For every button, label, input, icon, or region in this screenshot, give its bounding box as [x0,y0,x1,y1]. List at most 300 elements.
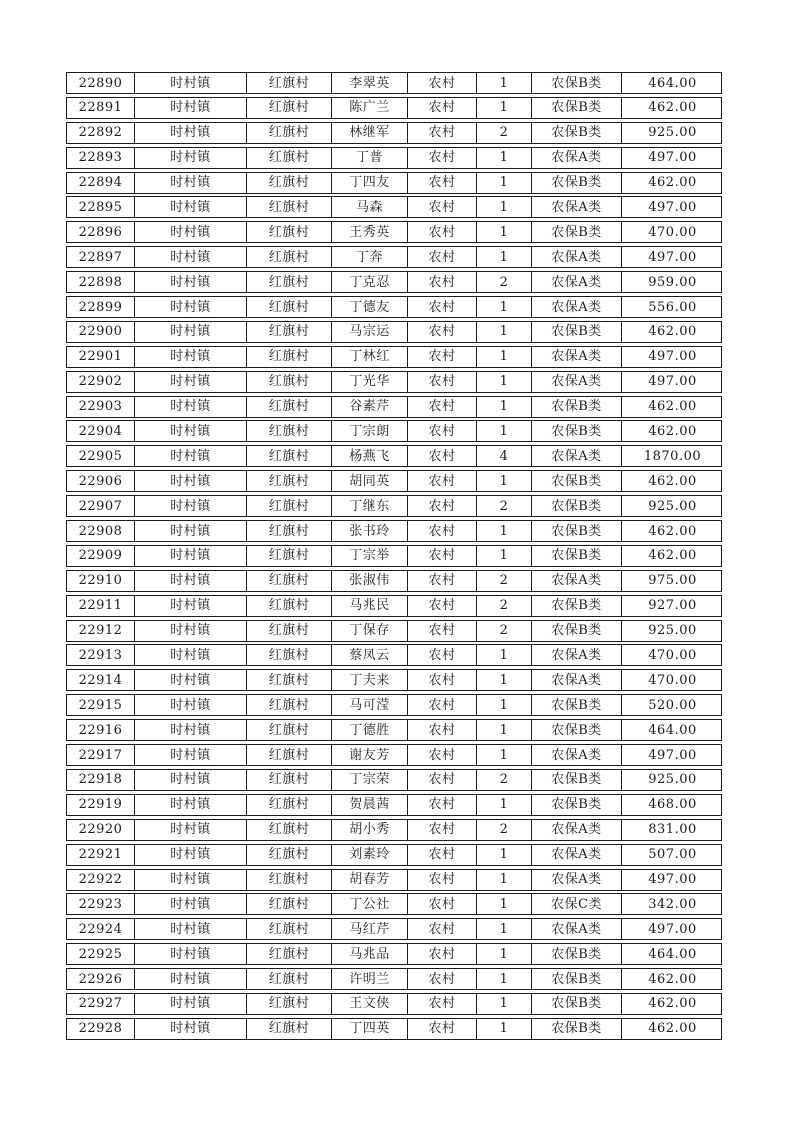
cell-town: 时村镇 [134,820,246,840]
table-row [66,1018,722,1040]
cell-residence-type: 农村 [407,222,476,242]
cell-village: 红旗村 [246,720,331,740]
table-row [66,495,722,517]
cell-person-name: 谢友芳 [331,745,407,765]
cell-record-id: 22890 [78,75,123,91]
cell-person-name: 丁公社 [331,894,407,914]
table-row [66,420,722,442]
cell-record-id: 22904 [78,423,123,439]
cell-town: 时村镇 [134,795,246,815]
table-row [66,943,722,965]
cell-record-id: 22892 [78,125,123,141]
cell-residence-type: 农村 [407,521,476,541]
cell-residence-type: 农村 [407,596,476,616]
cell-record-id: 22901 [78,349,123,365]
cell-person-count: 2 [476,123,531,143]
cell-town: 时村镇 [134,98,246,118]
cell-residence-type: 农村 [407,720,476,740]
cell-residence-type: 农村 [407,372,476,392]
cell-person-name: 丁保存 [331,621,407,641]
cell-town: 时村镇 [134,173,246,193]
cell-insurance-category: 农保A类 [531,820,621,840]
cell-residence-type: 农村 [407,148,476,168]
cell-town: 时村镇 [134,446,246,466]
cell-amount: 520.00 [621,695,723,715]
table-row [66,321,722,343]
cell-town: 时村镇 [134,720,246,740]
cell-residence-type: 农村 [407,894,476,914]
cell-person-count: 1 [476,969,531,989]
cell-village: 红旗村 [246,372,331,392]
cell-residence-type: 农村 [407,820,476,840]
cell-person-count: 1 [476,372,531,392]
cell-amount: 462.00 [621,471,723,491]
cell-insurance-category: 农保A类 [531,571,621,591]
cell-person-count: 1 [476,421,531,441]
cell-record-id: 22913 [78,647,123,663]
cell-record-id: 22895 [78,199,123,215]
cell-town: 时村镇 [134,919,246,939]
cell-residence-type: 农村 [407,571,476,591]
cell-insurance-category: 农保B类 [531,770,621,790]
cell-town: 时村镇 [134,272,246,292]
cell-person-name: 丁宗举 [331,546,407,566]
cell-amount: 927.00 [621,596,723,616]
cell-insurance-category: 农保B类 [531,173,621,193]
cell-insurance-category: 农保B类 [531,421,621,441]
cell-town: 时村镇 [134,546,246,566]
cell-person-count: 1 [476,720,531,740]
cell-residence-type: 农村 [407,446,476,466]
cell-village: 红旗村 [246,297,331,317]
cell-amount: 497.00 [621,197,723,217]
cell-person-name: 胡春芳 [331,870,407,890]
cell-residence-type: 农村 [407,770,476,790]
cell-town: 时村镇 [134,73,246,93]
cell-town: 时村镇 [134,397,246,417]
cell-person-name: 马森 [331,197,407,217]
cell-record-id: 22905 [78,448,123,464]
cell-insurance-category: 农保A类 [531,870,621,890]
cell-residence-type: 农村 [407,322,476,342]
cell-village: 红旗村 [246,421,331,441]
cell-person-count: 2 [476,770,531,790]
cell-person-name: 许明兰 [331,969,407,989]
cell-person-count: 1 [476,197,531,217]
cell-amount: 497.00 [621,347,723,367]
cell-amount: 925.00 [621,770,723,790]
cell-residence-type: 农村 [407,347,476,367]
cell-person-count: 1 [476,1019,531,1039]
cell-amount: 464.00 [621,944,723,964]
table-row [66,694,722,716]
cell-amount: 975.00 [621,571,723,591]
cell-village: 红旗村 [246,770,331,790]
cell-person-name: 丁四英 [331,1019,407,1039]
cell-person-count: 1 [476,745,531,765]
cell-insurance-category: 农保B类 [531,73,621,93]
cell-person-name: 王文侠 [331,994,407,1014]
cell-person-name: 马可滢 [331,695,407,715]
cell-person-name: 丁德友 [331,297,407,317]
cell-village: 红旗村 [246,272,331,292]
cell-amount: 925.00 [621,123,723,143]
cell-insurance-category: 农保A类 [531,148,621,168]
cell-person-count: 1 [476,894,531,914]
cell-residence-type: 农村 [407,1019,476,1039]
table-row [66,794,722,816]
cell-record-id: 22924 [78,921,123,937]
table-row [66,918,722,940]
table-row [66,122,722,144]
table-row [66,769,722,791]
cell-residence-type: 农村 [407,621,476,641]
cell-village: 红旗村 [246,397,331,417]
table-row [66,296,722,318]
cell-insurance-category: 农保B类 [531,1019,621,1039]
cell-amount: 497.00 [621,919,723,939]
cell-town: 时村镇 [134,645,246,665]
cell-person-count: 1 [476,297,531,317]
cell-village: 红旗村 [246,347,331,367]
cell-insurance-category: 农保A类 [531,670,621,690]
cell-village: 红旗村 [246,123,331,143]
cell-person-name: 丁宗荣 [331,770,407,790]
cell-residence-type: 农村 [407,670,476,690]
cell-residence-type: 农村 [407,919,476,939]
cell-village: 红旗村 [246,969,331,989]
cell-person-count: 1 [476,695,531,715]
cell-person-name: 丁奔 [331,247,407,267]
cell-village: 红旗村 [246,73,331,93]
cell-record-id: 22922 [78,872,123,887]
cell-record-id: 22921 [78,847,123,863]
cell-village: 红旗村 [246,222,331,242]
table-row [66,669,722,691]
cell-person-name: 张书玲 [331,521,407,541]
cell-village: 红旗村 [246,247,331,267]
cell-person-count: 1 [476,222,531,242]
cell-record-id: 22894 [78,175,123,191]
cell-residence-type: 农村 [407,969,476,989]
cell-record-id: 22897 [78,249,123,265]
cell-town: 时村镇 [134,745,246,765]
cell-insurance-category: 农保A类 [531,645,621,665]
cell-town: 时村镇 [134,222,246,242]
cell-town: 时村镇 [134,347,246,367]
cell-residence-type: 农村 [407,870,476,890]
cell-person-count: 1 [476,322,531,342]
cell-village: 红旗村 [246,173,331,193]
cell-amount: 462.00 [621,969,723,989]
cell-insurance-category: 农保B类 [531,322,621,342]
cell-village: 红旗村 [246,322,331,342]
cell-residence-type: 农村 [407,397,476,417]
cell-person-name: 林继军 [331,123,407,143]
cell-person-count: 1 [476,795,531,815]
cell-town: 时村镇 [134,571,246,591]
cell-amount: 462.00 [621,421,723,441]
cell-record-id: 22891 [78,100,123,116]
cell-person-name: 胡同英 [331,471,407,491]
cell-town: 时村镇 [134,969,246,989]
cell-residence-type: 农村 [407,247,476,267]
cell-town: 时村镇 [134,197,246,217]
cell-residence-type: 农村 [407,123,476,143]
cell-person-count: 2 [476,621,531,641]
cell-person-name: 张淑伟 [331,571,407,591]
cell-record-id: 22896 [78,224,123,240]
cell-amount: 462.00 [621,1019,723,1039]
cell-record-id: 22910 [78,573,123,589]
cell-person-name: 谷素芹 [331,397,407,417]
cell-amount: 462.00 [621,397,723,417]
cell-town: 时村镇 [134,596,246,616]
table-row [66,196,722,218]
cell-record-id: 22920 [78,822,123,838]
cell-amount: 464.00 [621,720,723,740]
cell-amount: 462.00 [621,173,723,193]
cell-person-name: 丁光华 [331,372,407,392]
cell-person-count: 1 [476,347,531,367]
cell-town: 时村镇 [134,845,246,865]
cell-insurance-category: 农保B类 [531,596,621,616]
table-row [66,644,722,666]
cell-residence-type: 农村 [407,695,476,715]
cell-person-name: 陈广兰 [331,98,407,118]
cell-person-count: 2 [476,571,531,591]
cell-residence-type: 农村 [407,745,476,765]
cell-record-id: 22915 [78,697,123,713]
cell-person-name: 丁普 [331,148,407,168]
cell-amount: 497.00 [621,148,723,168]
cell-record-id: 22907 [78,498,123,514]
cell-insurance-category: 农保B类 [531,695,621,715]
cell-amount: 462.00 [621,98,723,118]
cell-village: 红旗村 [246,621,331,641]
cell-record-id: 22926 [78,971,123,987]
table-row [66,620,722,642]
cell-village: 红旗村 [246,446,331,466]
cell-village: 红旗村 [246,546,331,566]
cell-person-name: 丁克忍 [331,272,407,292]
cell-person-name: 刘素玲 [331,845,407,865]
cell-person-name: 丁四友 [331,173,407,193]
cell-person-count: 1 [476,546,531,566]
cell-person-count: 2 [476,596,531,616]
cell-person-count: 1 [476,521,531,541]
cell-record-id: 22923 [78,896,123,912]
table-row [66,371,722,393]
cell-amount: 470.00 [621,222,723,242]
cell-residence-type: 农村 [407,73,476,93]
cell-record-id: 22925 [78,946,123,962]
cell-residence-type: 农村 [407,845,476,865]
table-row [66,520,722,542]
cell-insurance-category: 农保B类 [531,397,621,417]
cell-amount: 556.00 [621,297,723,317]
cell-insurance-category: 农保B类 [531,720,621,740]
cell-insurance-category: 农保B类 [531,944,621,964]
table-row [66,72,722,94]
cell-person-count: 1 [476,397,531,417]
cell-town: 时村镇 [134,471,246,491]
cell-insurance-category: 农保A类 [531,272,621,292]
cell-person-count: 1 [476,247,531,267]
cell-insurance-category: 农保B类 [531,994,621,1014]
cell-town: 时村镇 [134,621,246,641]
cell-person-count: 1 [476,148,531,168]
cell-person-name: 丁林红 [331,347,407,367]
cell-village: 红旗村 [246,870,331,890]
cell-amount: 925.00 [621,621,723,641]
cell-residence-type: 农村 [407,197,476,217]
cell-insurance-category: 农保B类 [531,795,621,815]
cell-insurance-category: 农保A类 [531,247,621,267]
cell-village: 红旗村 [246,894,331,914]
cell-person-count: 2 [476,272,531,292]
cell-insurance-category: 农保A类 [531,745,621,765]
table-row [66,844,722,866]
cell-village: 红旗村 [246,98,331,118]
table-row [66,595,722,617]
cell-amount: 470.00 [621,670,723,690]
cell-record-id: 22898 [78,274,123,290]
cell-village: 红旗村 [246,820,331,840]
cell-town: 时村镇 [134,894,246,914]
cell-village: 红旗村 [246,994,331,1014]
cell-town: 时村镇 [134,521,246,541]
cell-insurance-category: 农保B类 [531,621,621,641]
cell-town: 时村镇 [134,148,246,168]
cell-person-name: 马红芹 [331,919,407,939]
cell-insurance-category: 农保B类 [531,98,621,118]
cell-residence-type: 农村 [407,795,476,815]
cell-insurance-category: 农保A类 [531,845,621,865]
cell-record-id: 22917 [78,747,123,763]
cell-record-id: 22909 [78,548,123,564]
cell-person-name: 丁夫来 [331,670,407,690]
cell-person-count: 4 [476,446,531,466]
table-row [66,869,722,891]
table-row [66,719,722,741]
cell-amount: 462.00 [621,546,723,566]
cell-person-name: 马兆民 [331,596,407,616]
cell-village: 红旗村 [246,645,331,665]
cell-person-count: 1 [476,994,531,1014]
cell-town: 时村镇 [134,372,246,392]
cell-town: 时村镇 [134,297,246,317]
table-row [66,221,722,243]
cell-village: 红旗村 [246,795,331,815]
cell-town: 时村镇 [134,123,246,143]
cell-village: 红旗村 [246,148,331,168]
cell-town: 时村镇 [134,870,246,890]
table-row [66,545,722,567]
cell-person-count: 1 [476,73,531,93]
cell-insurance-category: 农保A类 [531,919,621,939]
table-row [66,246,722,268]
cell-amount: 1870.00 [621,446,723,466]
cell-person-name: 李翠英 [331,73,407,93]
cell-amount: 507.00 [621,845,723,865]
cell-residence-type: 农村 [407,645,476,665]
cell-village: 红旗村 [246,695,331,715]
cell-residence-type: 农村 [407,944,476,964]
cell-person-name: 丁继东 [331,496,407,516]
table-row [66,97,722,119]
cell-person-count: 1 [476,471,531,491]
cell-amount: 342.00 [621,894,723,914]
cell-village: 红旗村 [246,670,331,690]
cell-village: 红旗村 [246,919,331,939]
cell-town: 时村镇 [134,670,246,690]
cell-village: 红旗村 [246,944,331,964]
cell-town: 时村镇 [134,247,246,267]
cell-village: 红旗村 [246,596,331,616]
cell-person-name: 丁宗朗 [331,421,407,441]
cell-town: 时村镇 [134,944,246,964]
cell-residence-type: 农村 [407,173,476,193]
cell-amount: 462.00 [621,994,723,1014]
cell-person-name: 杨燕飞 [331,446,407,466]
cell-person-count: 1 [476,919,531,939]
cell-person-name: 蔡凤云 [331,645,407,665]
cell-record-id: 22900 [78,324,123,340]
cell-person-count: 1 [476,98,531,118]
cell-person-count: 1 [476,670,531,690]
cell-residence-type: 农村 [407,272,476,292]
cell-village: 红旗村 [246,471,331,491]
cell-insurance-category: 农保B类 [531,521,621,541]
cell-person-name: 马宗运 [331,322,407,342]
cell-amount: 464.00 [621,73,723,93]
table-row [66,172,722,194]
cell-person-count: 1 [476,870,531,890]
cell-insurance-category: 农保B类 [531,123,621,143]
cell-amount: 959.00 [621,272,723,292]
cell-insurance-category: 农保B类 [531,969,621,989]
table-row [66,271,722,293]
table-row [66,570,722,592]
table-row [66,147,722,169]
cell-amount: 497.00 [621,870,723,890]
cell-person-name: 丁德胜 [331,720,407,740]
cell-residence-type: 农村 [407,471,476,491]
cell-town: 时村镇 [134,322,246,342]
cell-village: 红旗村 [246,845,331,865]
cell-person-name: 胡小秀 [331,820,407,840]
cell-record-id: 22914 [78,672,123,688]
cell-record-id: 22903 [78,399,123,415]
cell-residence-type: 农村 [407,496,476,516]
table-row [66,819,722,841]
cell-amount: 831.00 [621,820,723,840]
cell-record-id: 22916 [78,722,123,738]
cell-village: 红旗村 [246,197,331,217]
cell-insurance-category: 农保B类 [531,546,621,566]
cell-amount: 925.00 [621,496,723,516]
cell-record-id: 22906 [78,473,123,489]
cell-amount: 497.00 [621,745,723,765]
cell-record-id: 22893 [78,150,123,166]
cell-person-name: 王秀英 [331,222,407,242]
cell-residence-type: 农村 [407,421,476,441]
table-row [66,346,722,368]
cell-record-id: 22899 [78,299,123,315]
cell-town: 时村镇 [134,695,246,715]
cell-residence-type: 农村 [407,546,476,566]
